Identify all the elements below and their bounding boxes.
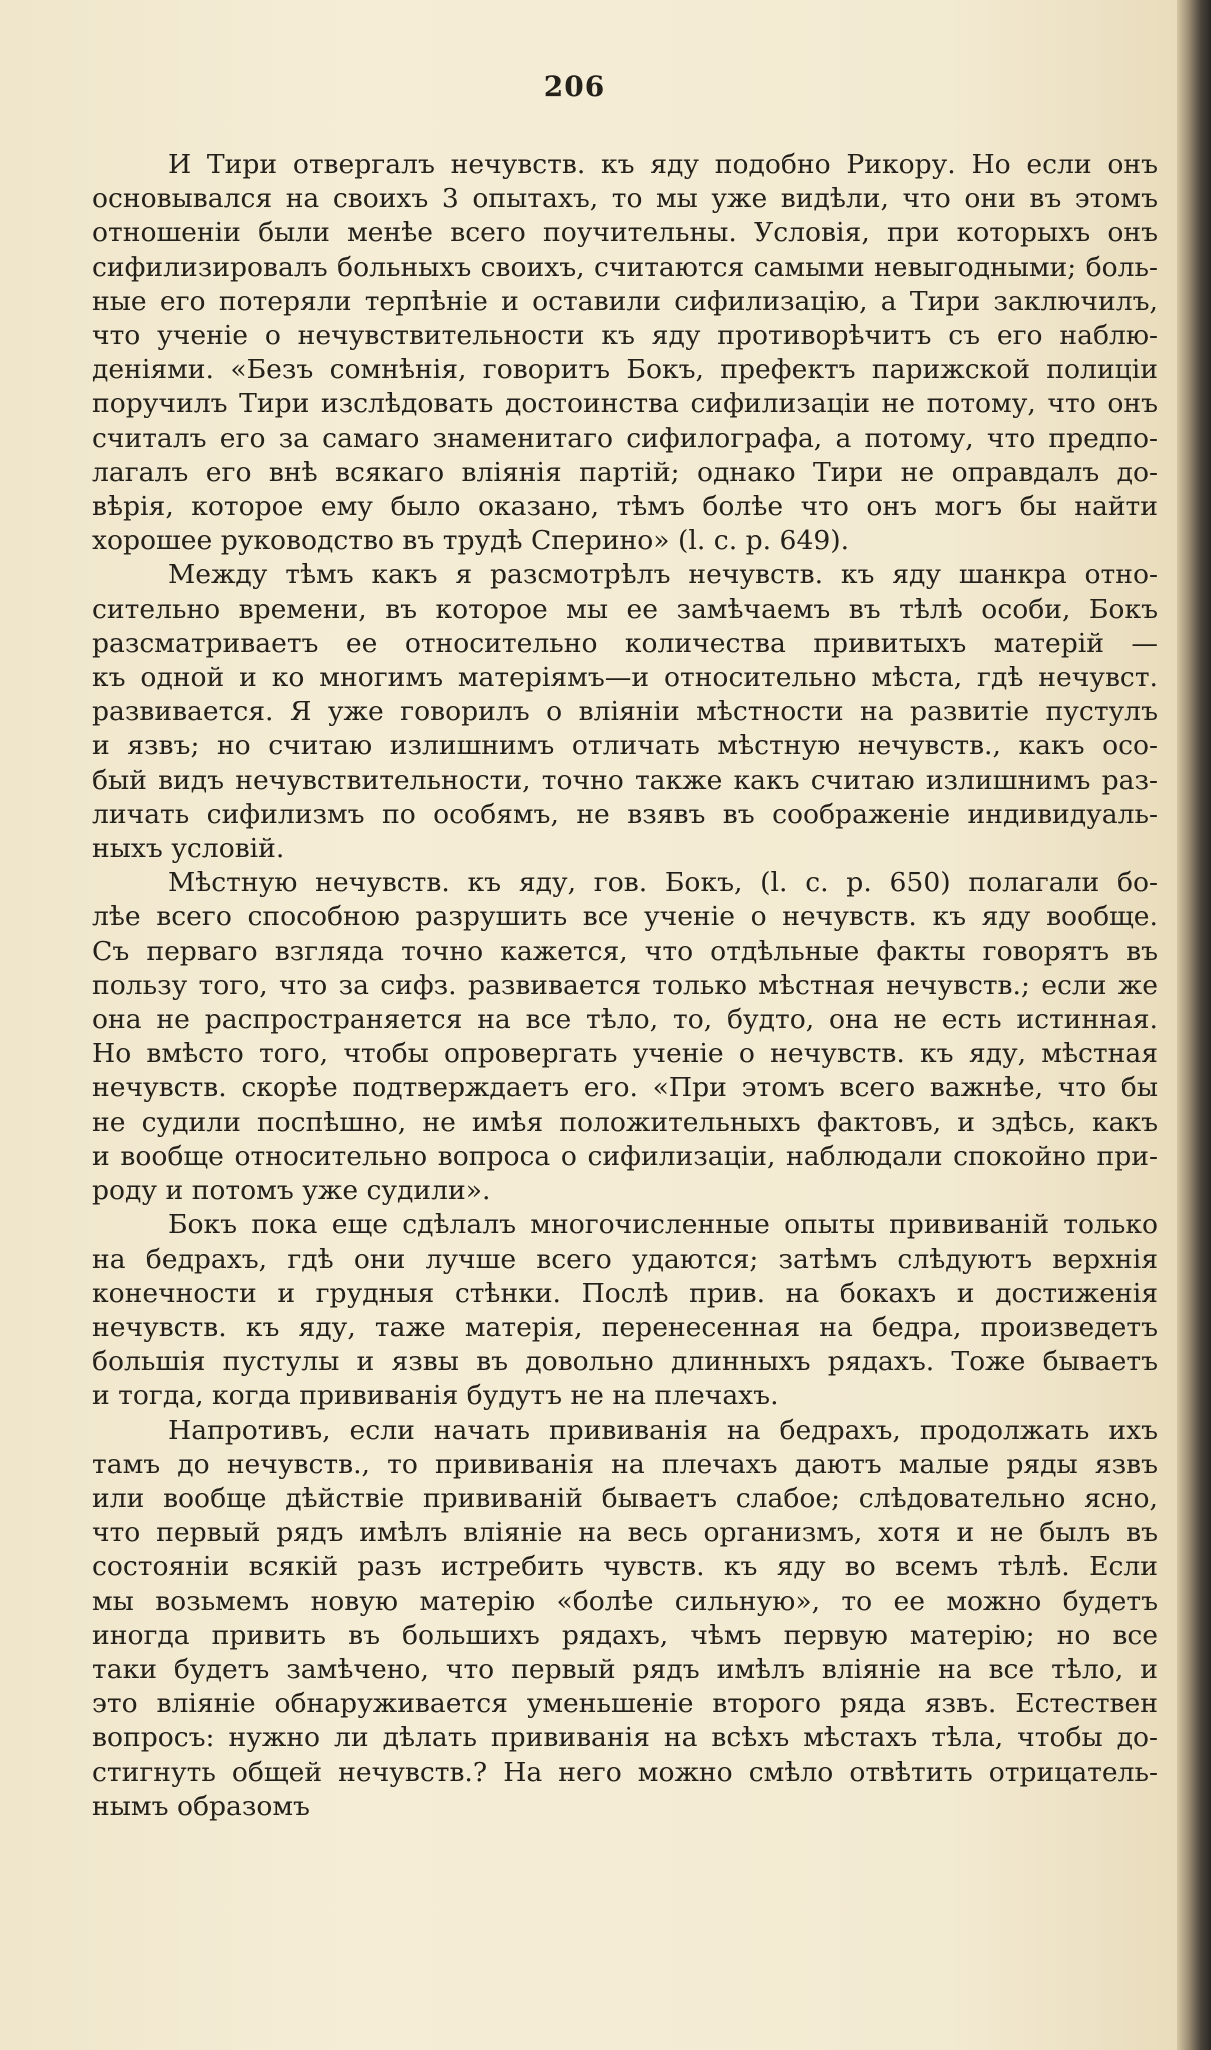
page-number: 206 (543, 70, 606, 103)
text-line: личать сифилизмъ по особямъ, не взявъ въ соображеніе индивидуаль- (92, 798, 1158, 830)
text-line: лѣе всего способною разрушить все ученіе о нечувств. къ яду вообще. (92, 901, 1158, 933)
text-line: И Тири отвергалъ нечувств. къ яду подобно Рикору. Но если онъ (168, 149, 1158, 180)
text-line: нымъ образомъ (92, 1790, 310, 1822)
text-line: мы возьмемъ новую матерію «болѣе сильную», то ее можно будетъ (92, 1585, 1158, 1617)
text-line: хорошее руководство въ трудѣ Сперино» (l. c. p. 649). (92, 525, 850, 557)
text-line: иногда привить въ большихъ рядахъ, чѣмъ первую матерію; но все (92, 1619, 1158, 1651)
text-line: Мѣстную нечувств. къ яду, гов. Бокъ, (l. c. p. 650) полагали бо- (168, 867, 1158, 899)
text-line: бый видъ нечувствительности, точно также какъ считаю излишнимъ раз- (92, 764, 1158, 796)
book-spine-shadow (1177, 0, 1211, 2050)
text-line: отношеніи были менѣе всего поучительны. Условія, при которыхъ онъ (92, 217, 1158, 249)
text-line: Бокъ пока еще сдѣлалъ многочисленные опыты прививаній только (168, 1209, 1158, 1241)
text-line: Напротивъ, если начать прививанія на бедрахъ, продолжать ихъ (168, 1414, 1158, 1446)
text-line: считалъ его за самаго знаменитаго сифилографа, а потому, что предпо- (92, 422, 1158, 454)
text-line: лагалъ его внѣ всякаго вліянія партій; однако Тири не оправдалъ до- (92, 456, 1158, 488)
text-line: большія пустулы и язвы въ довольно длинныхъ рядахъ. Тоже бываетъ (92, 1346, 1158, 1378)
text-line: что ученіе о нечувствительности къ яду противорѣчитъ съ его наблю- (92, 320, 1158, 352)
text-line: она не распространяется на все тѣло, то, будто, она не есть истинная. (92, 1004, 1158, 1036)
paragraph (92, 1208, 1158, 1413)
paragraph (92, 866, 1158, 1208)
text-line: на бедрахъ, гдѣ они лучше всего удаются; затѣмъ слѣдуютъ верхнія (92, 1243, 1158, 1275)
text-line: пользу того, что за сифз. развивается только мѣстная нечувств.; если же (92, 969, 1158, 1001)
text-line: Между тѣмъ какъ я разсмотрѣлъ нечувств. къ яду шанкра отно- (168, 559, 1158, 591)
text-line: нечувств. скорѣе подтверждаетъ его. «При этомъ всего важнѣе, что бы (92, 1072, 1158, 1104)
text-line: не судили поспѣшно, не имѣя положительныхъ фактовъ, и здѣсь, какъ (92, 1106, 1158, 1138)
text-line: основывался на своихъ 3 опытахъ, то мы уже видѣли, что они въ этомъ (92, 183, 1158, 215)
text-line: Съ перваго взгляда точно кажется, что отдѣльные факты говорятъ въ (92, 935, 1158, 967)
text-line: таки будетъ замѣчено, что первый рядъ имѣлъ вліяніе на все тѣло, и (92, 1653, 1158, 1685)
text-line: и тогда, когда прививанія будутъ не на плечахъ. (92, 1380, 779, 1412)
paragraph (92, 558, 1158, 866)
text-line: это вліяніе обнаруживается уменьшеніе второго ряда язвъ. Естествен (92, 1688, 1158, 1720)
text-line: къ одной и ко многимъ матеріямъ—и относительно мѣста, гдѣ нечувст. (92, 662, 1158, 694)
text-line: ныхъ условій. (92, 833, 285, 865)
text-line: сифилизировалъ больныхъ своихъ, считаются самыми невыгодными; боль- (92, 251, 1158, 283)
text-line: Но вмѣсто того, чтобы опровергать ученіе о нечувств. къ яду, мѣстная (92, 1038, 1158, 1070)
text-line: разсматриваетъ ее относительно количества привитыхъ матерій — (92, 627, 1158, 659)
paragraph (92, 148, 1158, 558)
body-text (92, 148, 1158, 1824)
text-line: стигнуть общей нечувств.? На него можно смѣло отвѣтить отрицатель- (92, 1756, 1158, 1788)
text-line: и язвъ; но считаю излишнимъ отличать мѣстную нечувств., какъ осо- (92, 730, 1158, 762)
text-line: вопросъ: нужно ли дѣлать прививанія на всѣхъ мѣстахъ тѣла, чтобы до- (92, 1722, 1158, 1754)
text-line: ные его потеряли терпѣніе и оставили сифилизацію, а Тири заключилъ, (92, 285, 1158, 317)
text-line: тамъ до нечувств., то прививанія на плечахъ даютъ малые ряды язвъ (92, 1448, 1158, 1480)
text-line: конечности и грудныя стѣнки. Послѣ прив. на бокахъ и достиженія (92, 1277, 1158, 1309)
text-line: поручилъ Тири изслѣдовать достоинства сифилизаціи не потому, что онъ (92, 388, 1158, 420)
text-line: деніями. «Безъ сомнѣнія, говоритъ Бокъ, префектъ парижской полиціи (92, 354, 1158, 386)
text-line: роду и потомъ уже судили». (92, 1175, 491, 1207)
text-line: что первый рядъ имѣлъ вліяніе на весь организмъ, хотя и не былъ въ (92, 1517, 1158, 1549)
text-line: нечувств. къ яду, таже матерія, перенесенная на бедра, произведетъ (92, 1311, 1158, 1343)
text-line: вѣрія, которое ему было оказано, тѣмъ болѣе что онъ могъ бы найти (92, 491, 1158, 523)
paragraph (92, 1414, 1158, 1824)
text-line: и вообще относительно вопроса о сифилизаціи, наблюдали спокойно при- (92, 1140, 1158, 1172)
text-line: развивается. Я уже говорилъ о вліяніи мѣстности на развитіе пустулъ (92, 696, 1158, 728)
text-line: состояніи всякій разъ истребить чувств. къ яду во всемъ тѣлѣ. Если (92, 1551, 1158, 1583)
text-line: или вообще дѣйствіе прививаній бываетъ слабое; слѣдовательно ясно, (92, 1482, 1158, 1514)
text-line: сительно времени, въ которое мы ее замѣчаемъ въ тѣлѣ особи, Бокъ (92, 593, 1158, 625)
